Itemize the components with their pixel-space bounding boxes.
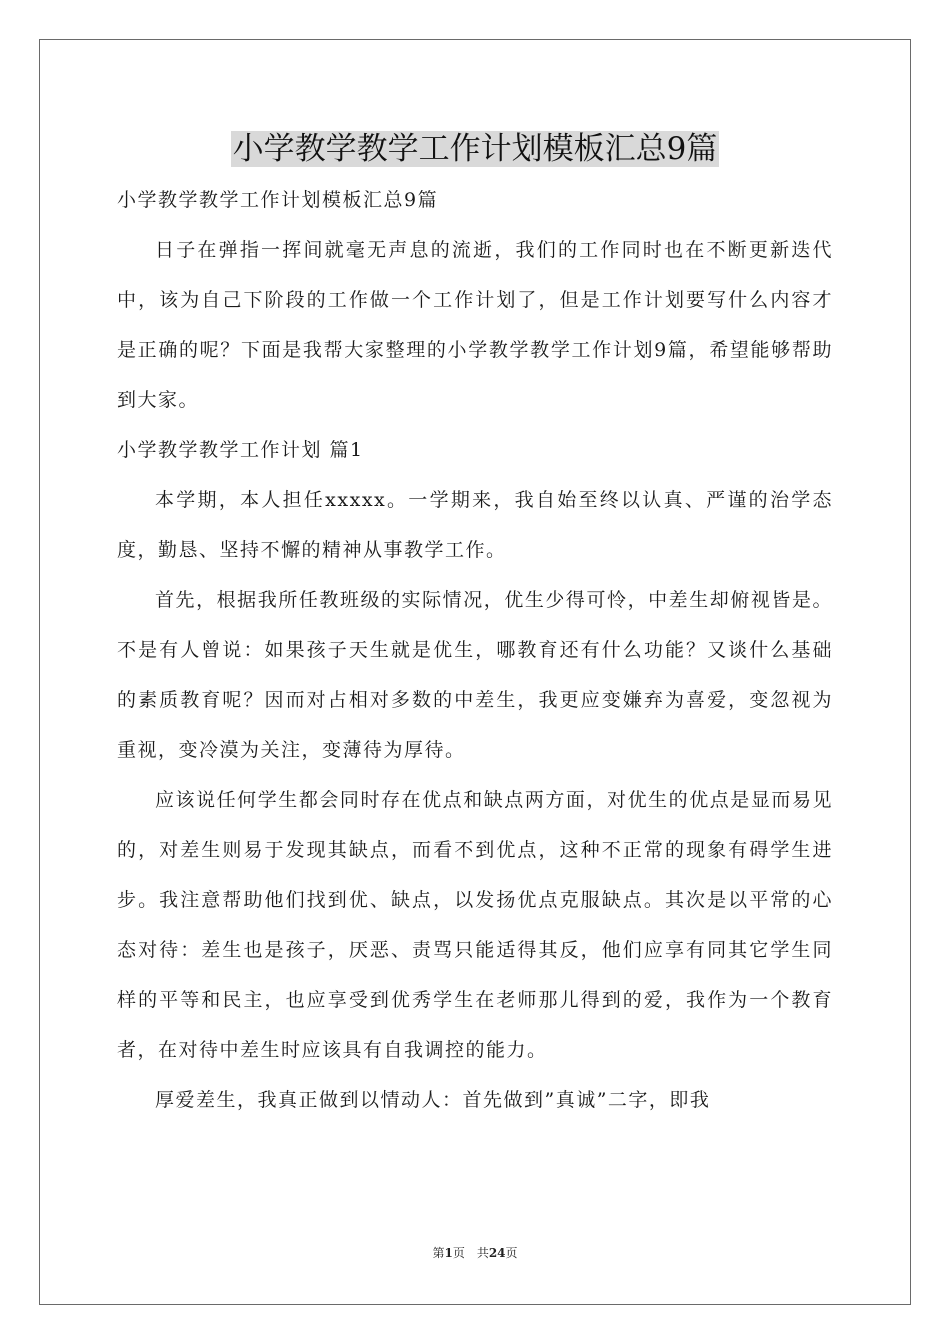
paragraph-4: 厚爱差生，我真正做到以情动人：首先做到”真诚”二字，即我 (155, 1089, 711, 1111)
paragraph-3: 应该说任何学生都会同时存在优点和缺点两方面，对优生的优点是显而易见的，对差生则易于发现其缺点，而看不到优点，这种不正常的现象有碍学生进步。我注意帮助他们找到优、缺点，以发扬优点克服缺点。其次是以平常的心态对待：差生也是孩子，厌恶、责骂只能适得其反，他们应享有同其它学生同样的平等和民主，也应享受到优秀学生在老师那儿得到的爱，我作为一个教育者，在对待中差生时应该具有自我调控的能力。 (117, 789, 833, 1061)
paragraph-intro: 日子在弹指一挥间就毫无声息的流逝，我们的工作同时也在不断更新迭代中，该为自己下阶段的工作做一个工作计划了，但是工作计划要写什么内容才是正确的呢？下面是我帮大家整理的小学教学教学工作计划9篇，希望能够帮助到大家。 (117, 239, 833, 411)
document-body (117, 175, 833, 1125)
page-suffix: 页 (505, 1246, 518, 1260)
page-number-footer (0, 1244, 950, 1261)
document-title (0, 122, 950, 176)
section-heading: 小学教学教学工作计划 篇1 (117, 439, 364, 461)
title-highlight: 小学教学教学工作计划模板汇总9篇 (232, 131, 718, 167)
paragraph-1: 本学期，本人担任xxxxx。一学期来，我自始至终以认真、严谨的治学态度，勤恳、坚持不懈的精神从事教学工作。 (117, 489, 833, 561)
current-page-number: 1 (444, 1246, 453, 1260)
paragraph-2: 首先，根据我所任教班级的实际情况，优生少得可怜，中差生却俯视皆是。不是有人曾说：如果孩子天生就是优生，哪教育还有什么功能？又谈什么基础的素质教育呢？因而对占相对多数的中差生，我更应变嫌弃为喜爱，变忽视为重视，变冷漠为关注，变薄待为厚待。 (117, 589, 833, 761)
page-mid-text: 页 共 (452, 1246, 489, 1260)
total-page-number: 24 (488, 1246, 506, 1260)
page-prefix: 第 (432, 1246, 445, 1260)
document-subtitle: 小学教学教学工作计划模板汇总9篇 (117, 189, 439, 211)
